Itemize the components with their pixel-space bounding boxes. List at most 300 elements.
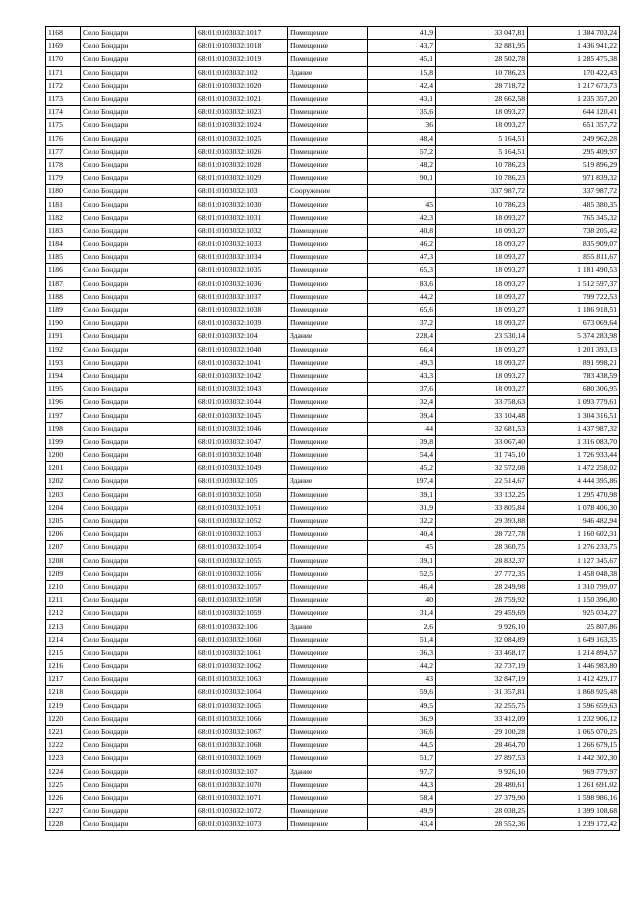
settlement-name-cell: Село Бондари (81, 712, 196, 725)
object-type-cell: Помещение (288, 686, 368, 699)
table-body (46, 27, 620, 831)
cadastral-number-cell: 68:01:0103032:1051 (196, 501, 288, 514)
cadastral-value-cell: 1 065 070,25 (528, 725, 620, 738)
row-number-cell: 1196 (46, 396, 81, 409)
area-cell: 52,5 (368, 567, 436, 580)
cadastral-value-cell: 249 962,28 (528, 132, 620, 145)
settlement-name-cell: Село Бондари (81, 290, 196, 303)
area-cell: 197,4 (368, 475, 436, 488)
object-type-cell: Здание (288, 620, 368, 633)
table-row (46, 211, 620, 224)
table-row (46, 343, 620, 356)
settlement-name-cell: Село Бондари (81, 462, 196, 475)
cadastral-number-cell: 68:01:0103032:1028 (196, 158, 288, 171)
area-cell: 42,3 (368, 211, 436, 224)
cadastral-number-cell: 68:01:0103032:1025 (196, 132, 288, 145)
row-number-cell: 1170 (46, 53, 81, 66)
object-type-cell: Помещение (288, 567, 368, 580)
unit-cadastral-value-cell: 27 897,53 (436, 752, 528, 765)
object-type-cell: Помещение (288, 303, 368, 316)
area-cell: 65,3 (368, 264, 436, 277)
row-number-cell: 1212 (46, 607, 81, 620)
cadastral-number-cell: 68:01:0103032:1029 (196, 172, 288, 185)
unit-cadastral-value-cell: 32 255,75 (436, 699, 528, 712)
table-row (46, 303, 620, 316)
row-number-cell: 1226 (46, 791, 81, 804)
area-cell: 54,4 (368, 449, 436, 462)
table-row (46, 158, 620, 171)
object-type-cell: Помещение (288, 396, 368, 409)
unit-cadastral-value-cell: 28 832,37 (436, 554, 528, 567)
table-row (46, 277, 620, 290)
table-row (46, 660, 620, 673)
cadastral-number-cell: 68:01:0103032:1058 (196, 594, 288, 607)
area-cell: 45,1 (368, 53, 436, 66)
unit-cadastral-value-cell: 33 104,48 (436, 409, 528, 422)
settlement-name-cell: Село Бондари (81, 580, 196, 593)
unit-cadastral-value-cell: 18 093,27 (436, 277, 528, 290)
cadastral-number-cell: 68:01:0103032:1069 (196, 752, 288, 765)
row-number-cell: 1185 (46, 251, 81, 264)
settlement-name-cell: Село Бондари (81, 238, 196, 251)
cadastral-value-cell: 925 034,27 (528, 607, 620, 620)
row-number-cell: 1221 (46, 725, 81, 738)
area-cell: 36,3 (368, 646, 436, 659)
cadastral-value-cell: 1 316 083,70 (528, 435, 620, 448)
settlement-name-cell: Село Бондари (81, 92, 196, 105)
table-row (46, 791, 620, 804)
settlement-name-cell: Село Бондари (81, 528, 196, 541)
cadastral-number-cell: 68:01:0103032:1056 (196, 567, 288, 580)
unit-cadastral-value-cell: 18 093,27 (436, 264, 528, 277)
row-number-cell: 1206 (46, 528, 81, 541)
table-row (46, 475, 620, 488)
unit-cadastral-value-cell: 28 662,58 (436, 92, 528, 105)
unit-cadastral-value-cell: 18 093,27 (436, 303, 528, 316)
row-number-cell: 1180 (46, 185, 81, 198)
object-type-cell: Помещение (288, 92, 368, 105)
area-cell: 49,5 (368, 699, 436, 712)
cadastral-number-cell: 68:01:0103032:1047 (196, 435, 288, 448)
object-type-cell: Помещение (288, 462, 368, 475)
cadastral-value-cell: 1 160 602,31 (528, 528, 620, 541)
cadastral-value-cell: 1 436 941,22 (528, 40, 620, 53)
settlement-name-cell: Село Бондари (81, 132, 196, 145)
area-cell: 48,4 (368, 132, 436, 145)
cadastral-value-cell: 1 186 918,51 (528, 303, 620, 316)
object-type-cell: Помещение (288, 53, 368, 66)
object-type-cell: Помещение (288, 356, 368, 369)
table-row (46, 435, 620, 448)
object-type-cell: Помещение (288, 646, 368, 659)
row-number-cell: 1200 (46, 449, 81, 462)
table-row (46, 224, 620, 237)
cadastral-value-table (45, 26, 619, 831)
settlement-name-cell: Село Бондари (81, 106, 196, 119)
cadastral-number-cell: 68:01:0103032:1019 (196, 53, 288, 66)
row-number-cell: 1189 (46, 303, 81, 316)
table-row (46, 396, 620, 409)
object-type-cell: Помещение (288, 449, 368, 462)
area-cell: 39,1 (368, 554, 436, 567)
settlement-name-cell: Село Бондари (81, 673, 196, 686)
table-row (46, 620, 620, 633)
row-number-cell: 1175 (46, 119, 81, 132)
area-cell: 49,9 (368, 805, 436, 818)
row-number-cell: 1225 (46, 778, 81, 791)
unit-cadastral-value-cell: 28 480,61 (436, 778, 528, 791)
settlement-name-cell: Село Бондари (81, 488, 196, 501)
table-row (46, 567, 620, 580)
unit-cadastral-value-cell: 18 093,27 (436, 106, 528, 119)
table-row (46, 106, 620, 119)
settlement-name-cell: Село Бондари (81, 475, 196, 488)
unit-cadastral-value-cell: 29 393,88 (436, 514, 528, 527)
settlement-name-cell: Село Бондари (81, 805, 196, 818)
table-row (46, 646, 620, 659)
cadastral-number-cell: 68:01:0103032:1024 (196, 119, 288, 132)
row-number-cell: 1192 (46, 343, 81, 356)
cadastral-number-cell: 68:01:0103032:1017 (196, 27, 288, 40)
cadastral-value-cell: 1 150 396,80 (528, 594, 620, 607)
row-number-cell: 1184 (46, 238, 81, 251)
table-row (46, 53, 620, 66)
row-number-cell: 1204 (46, 501, 81, 514)
area-cell: 97,7 (368, 765, 436, 778)
object-type-cell: Помещение (288, 224, 368, 237)
cadastral-number-cell: 68:01:0103032:103 (196, 185, 288, 198)
settlement-name-cell: Село Бондари (81, 791, 196, 804)
table-row (46, 673, 620, 686)
unit-cadastral-value-cell: 18 093,27 (436, 211, 528, 224)
unit-cadastral-value-cell: 23 530,14 (436, 330, 528, 343)
cadastral-value-cell: 1 232 906,12 (528, 712, 620, 725)
area-cell: 36,9 (368, 712, 436, 725)
row-number-cell: 1199 (46, 435, 81, 448)
area-cell: 37,2 (368, 317, 436, 330)
table-row (46, 198, 620, 211)
table-row (46, 501, 620, 514)
row-number-cell: 1198 (46, 422, 81, 435)
cadastral-value-cell: 337 987,72 (528, 185, 620, 198)
unit-cadastral-value-cell: 5 164,51 (436, 145, 528, 158)
settlement-name-cell: Село Бондари (81, 40, 196, 53)
settlement-name-cell: Село Бондари (81, 752, 196, 765)
unit-cadastral-value-cell: 28 464,70 (436, 739, 528, 752)
cadastral-number-cell: 68:01:0103032:1049 (196, 462, 288, 475)
area-cell: 46,2 (368, 238, 436, 251)
table-row (46, 805, 620, 818)
cadastral-value-cell: 969 779,97 (528, 765, 620, 778)
row-number-cell: 1205 (46, 514, 81, 527)
object-type-cell: Помещение (288, 435, 368, 448)
table-row (46, 92, 620, 105)
settlement-name-cell: Село Бондари (81, 145, 196, 158)
object-type-cell: Помещение (288, 739, 368, 752)
area-cell: 228,4 (368, 330, 436, 343)
settlement-name-cell: Село Бондари (81, 185, 196, 198)
cadastral-value-cell: 170 422,43 (528, 66, 620, 79)
cadastral-value-cell: 835 909,07 (528, 238, 620, 251)
settlement-name-cell: Село Бондари (81, 277, 196, 290)
cadastral-value-cell: 1 181 490,53 (528, 264, 620, 277)
cadastral-value-cell: 971 839,32 (528, 172, 620, 185)
object-type-cell: Помещение (288, 106, 368, 119)
object-type-cell: Помещение (288, 211, 368, 224)
settlement-name-cell: Село Бондари (81, 567, 196, 580)
unit-cadastral-value-cell: 18 093,27 (436, 356, 528, 369)
settlement-name-cell: Село Бондари (81, 251, 196, 264)
cadastral-number-cell: 68:01:0103032:1052 (196, 514, 288, 527)
unit-cadastral-value-cell: 32 847,19 (436, 673, 528, 686)
cadastral-value-cell: 295 409,97 (528, 145, 620, 158)
row-number-cell: 1190 (46, 317, 81, 330)
area-cell: 31,9 (368, 501, 436, 514)
table-row (46, 238, 620, 251)
settlement-name-cell: Село Бондари (81, 396, 196, 409)
unit-cadastral-value-cell: 33 758,63 (436, 396, 528, 409)
area-cell: 45 (368, 541, 436, 554)
cadastral-value-cell: 1 868 925,48 (528, 686, 620, 699)
table-row (46, 514, 620, 527)
cadastral-number-cell: 68:01:0103032:104 (196, 330, 288, 343)
object-type-cell: Помещение (288, 554, 368, 567)
object-type-cell: Помещение (288, 27, 368, 40)
table-row (46, 541, 620, 554)
unit-cadastral-value-cell: 32 572,08 (436, 462, 528, 475)
cadastral-value-cell: 1 093 779,61 (528, 396, 620, 409)
row-number-cell: 1219 (46, 699, 81, 712)
area-cell: 31,4 (368, 607, 436, 620)
area-cell: 58,4 (368, 791, 436, 804)
unit-cadastral-value-cell: 5 164,51 (436, 132, 528, 145)
object-type-cell: Помещение (288, 317, 368, 330)
area-cell: 83,6 (368, 277, 436, 290)
table-row (46, 607, 620, 620)
row-number-cell: 1173 (46, 92, 81, 105)
settlement-name-cell: Село Бондари (81, 594, 196, 607)
settlement-name-cell: Село Бондари (81, 66, 196, 79)
cadastral-value-cell: 25 807,86 (528, 620, 620, 633)
row-number-cell: 1222 (46, 739, 81, 752)
unit-cadastral-value-cell: 18 093,27 (436, 119, 528, 132)
table-row (46, 633, 620, 646)
settlement-name-cell: Село Бондари (81, 778, 196, 791)
row-number-cell: 1220 (46, 712, 81, 725)
object-type-cell: Помещение (288, 633, 368, 646)
table-row (46, 528, 620, 541)
table-row (46, 778, 620, 791)
unit-cadastral-value-cell: 29 459,69 (436, 607, 528, 620)
row-number-cell: 1172 (46, 79, 81, 92)
object-type-cell: Помещение (288, 422, 368, 435)
object-type-cell: Помещение (288, 40, 368, 53)
cadastral-value-cell: 1 726 933,44 (528, 449, 620, 462)
object-type-cell: Помещение (288, 752, 368, 765)
row-number-cell: 1223 (46, 752, 81, 765)
unit-cadastral-value-cell: 31 745,10 (436, 449, 528, 462)
cadastral-value-cell: 1 261 691,02 (528, 778, 620, 791)
area-cell: 40 (368, 594, 436, 607)
unit-cadastral-value-cell: 18 093,27 (436, 251, 528, 264)
table-row (46, 369, 620, 382)
unit-cadastral-value-cell: 27 379,90 (436, 791, 528, 804)
table-row (46, 132, 620, 145)
unit-cadastral-value-cell: 18 093,27 (436, 290, 528, 303)
unit-cadastral-value-cell: 22 514,67 (436, 475, 528, 488)
row-number-cell: 1191 (46, 330, 81, 343)
cadastral-value-cell: 519 896,29 (528, 158, 620, 171)
settlement-name-cell: Село Бондари (81, 620, 196, 633)
unit-cadastral-value-cell: 28 759,92 (436, 594, 528, 607)
object-type-cell: Помещение (288, 79, 368, 92)
cadastral-number-cell: 68:01:0103032:1043 (196, 383, 288, 396)
settlement-name-cell: Село Бондари (81, 172, 196, 185)
area-cell: 45 (368, 198, 436, 211)
cadastral-number-cell: 68:01:0103032:106 (196, 620, 288, 633)
object-type-cell: Помещение (288, 172, 368, 185)
cadastral-value-cell: 673 069,64 (528, 317, 620, 330)
row-number-cell: 1186 (46, 264, 81, 277)
area-cell: 39,4 (368, 409, 436, 422)
row-number-cell: 1194 (46, 369, 81, 382)
settlement-name-cell: Село Бондари (81, 211, 196, 224)
unit-cadastral-value-cell: 18 093,27 (436, 224, 528, 237)
object-type-cell: Помещение (288, 383, 368, 396)
cadastral-value-cell: 738 205,42 (528, 224, 620, 237)
row-number-cell: 1197 (46, 409, 81, 422)
settlement-name-cell: Село Бондари (81, 554, 196, 567)
object-type-cell: Помещение (288, 290, 368, 303)
unit-cadastral-value-cell: 10 786,23 (436, 66, 528, 79)
area-cell: 43,4 (368, 818, 436, 831)
cadastral-value-cell: 1 442 302,30 (528, 752, 620, 765)
area-cell: 36,6 (368, 725, 436, 738)
row-number-cell: 1202 (46, 475, 81, 488)
settlement-name-cell: Село Бондари (81, 633, 196, 646)
area-cell: 32,4 (368, 396, 436, 409)
row-number-cell: 1181 (46, 198, 81, 211)
area-cell: 32,2 (368, 514, 436, 527)
settlement-name-cell: Село Бондари (81, 158, 196, 171)
table-row (46, 712, 620, 725)
settlement-name-cell: Село Бондари (81, 79, 196, 92)
unit-cadastral-value-cell: 9 926,10 (436, 765, 528, 778)
table-row (46, 330, 620, 343)
unit-cadastral-value-cell: 18 093,27 (436, 383, 528, 396)
area-cell: 48,2 (368, 158, 436, 171)
cadastral-value-cell: 644 120,41 (528, 106, 620, 119)
object-type-cell: Помещение (288, 725, 368, 738)
cadastral-value-cell: 1 412 429,17 (528, 673, 620, 686)
row-number-cell: 1211 (46, 594, 81, 607)
area-cell: 2,6 (368, 620, 436, 633)
table-row (46, 40, 620, 53)
object-type-cell: Помещение (288, 673, 368, 686)
table-row (46, 686, 620, 699)
table-row (46, 554, 620, 567)
object-type-cell: Помещение (288, 541, 368, 554)
area-cell: 66,4 (368, 343, 436, 356)
object-type-cell: Помещение (288, 818, 368, 831)
cadastral-number-cell: 68:01:0103032:1046 (196, 422, 288, 435)
cadastral-number-cell: 68:01:0103032:1057 (196, 580, 288, 593)
cadastral-number-cell: 68:01:0103032:107 (196, 765, 288, 778)
row-number-cell: 1218 (46, 686, 81, 699)
object-type-cell: Помещение (288, 264, 368, 277)
cadastral-number-cell: 68:01:0103032:1035 (196, 264, 288, 277)
row-number-cell: 1203 (46, 488, 81, 501)
row-number-cell: 1179 (46, 172, 81, 185)
unit-cadastral-value-cell: 28 038,25 (436, 805, 528, 818)
object-type-cell: Помещение (288, 198, 368, 211)
unit-cadastral-value-cell: 32 084,89 (436, 633, 528, 646)
cadastral-value-cell: 946 482,94 (528, 514, 620, 527)
unit-cadastral-value-cell: 33 412,09 (436, 712, 528, 725)
table-row (46, 725, 620, 738)
cadastral-number-cell: 68:01:0103032:1072 (196, 805, 288, 818)
row-number-cell: 1171 (46, 66, 81, 79)
area-cell: 40,8 (368, 224, 436, 237)
object-type-cell: Помещение (288, 501, 368, 514)
cadastral-number-cell: 68:01:0103032:1065 (196, 699, 288, 712)
cadastral-value-cell: 1 512 597,37 (528, 277, 620, 290)
cadastral-value-cell: 1 384 703,24 (528, 27, 620, 40)
table-row (46, 356, 620, 369)
row-number-cell: 1169 (46, 40, 81, 53)
row-number-cell: 1209 (46, 567, 81, 580)
row-number-cell: 1213 (46, 620, 81, 633)
table-row (46, 488, 620, 501)
unit-cadastral-value-cell: 18 093,27 (436, 369, 528, 382)
unit-cadastral-value-cell: 9 926,10 (436, 620, 528, 633)
cadastral-number-cell: 68:01:0103032:1020 (196, 79, 288, 92)
settlement-name-cell: Село Бондари (81, 686, 196, 699)
cadastral-number-cell: 68:01:0103032:1039 (196, 317, 288, 330)
cadastral-number-cell: 68:01:0103032:1050 (196, 488, 288, 501)
area-cell: 44,2 (368, 290, 436, 303)
settlement-name-cell: Село Бондари (81, 369, 196, 382)
row-number-cell: 1215 (46, 646, 81, 659)
object-type-cell: Здание (288, 330, 368, 343)
cadastral-value-cell: 1 458 048,38 (528, 567, 620, 580)
cadastral-number-cell: 68:01:0103032:1055 (196, 554, 288, 567)
unit-cadastral-value-cell: 29 100,28 (436, 725, 528, 738)
settlement-name-cell: Село Бондари (81, 660, 196, 673)
cadastral-value-cell: 1 437 987,32 (528, 422, 620, 435)
table-row (46, 317, 620, 330)
table-row (46, 264, 620, 277)
row-number-cell: 1210 (46, 580, 81, 593)
table-row (46, 462, 620, 475)
unit-cadastral-value-cell: 10 786,23 (436, 172, 528, 185)
area-cell: 47,3 (368, 251, 436, 264)
table-row (46, 290, 620, 303)
settlement-name-cell: Село Бондари (81, 514, 196, 527)
cadastral-number-cell: 68:01:0103032:1054 (196, 541, 288, 554)
cadastral-number-cell: 68:01:0103032:1038 (196, 303, 288, 316)
table-row (46, 739, 620, 752)
cadastral-value-cell: 1 446 983,80 (528, 660, 620, 673)
area-cell: 44,3 (368, 778, 436, 791)
cadastral-number-cell: 68:01:0103032:1037 (196, 290, 288, 303)
area-cell: 90,1 (368, 172, 436, 185)
cadastral-value-cell: 1 239 172,42 (528, 818, 620, 831)
object-type-cell: Помещение (288, 528, 368, 541)
cadastral-number-cell: 68:01:0103032:1068 (196, 739, 288, 752)
settlement-name-cell: Село Бондари (81, 422, 196, 435)
unit-cadastral-value-cell: 18 093,27 (436, 317, 528, 330)
